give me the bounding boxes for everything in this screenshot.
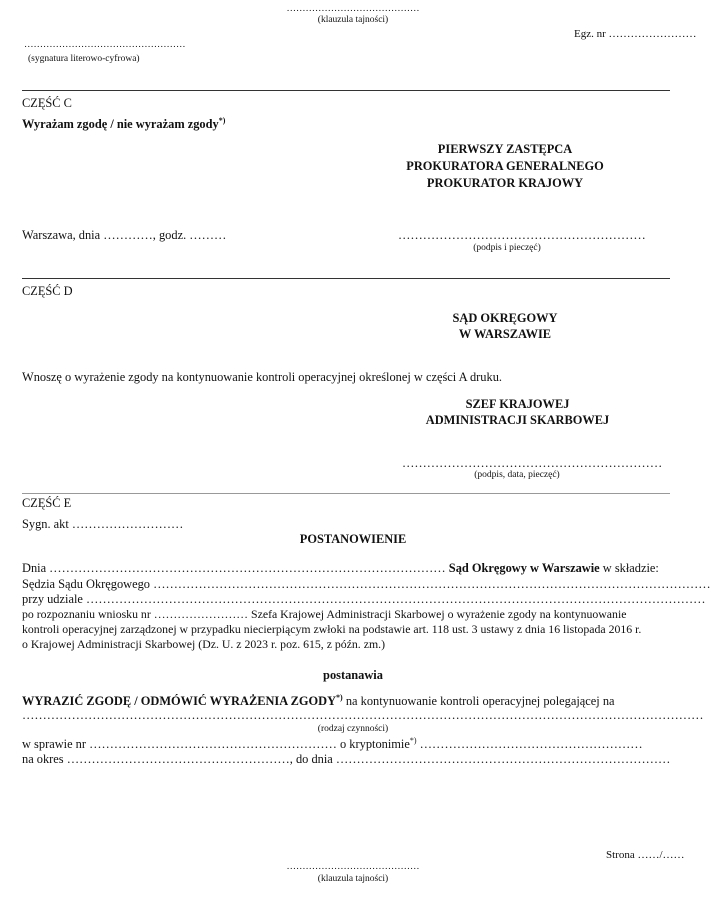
proceedings-line-2: kontroli operacyjnej zarządzonej w przypadku niecierpiącym zwłoki na podstawie art. 118 ust. 3 ustawy z dnia 16 listopada 2016 r. [22, 622, 642, 636]
signature-label-d: (podpis, data, pieczęć) [474, 470, 560, 480]
case-line [22, 736, 670, 752]
copy-number: Egz. nr …………………… [574, 28, 697, 40]
proceedings-line-1: po rozpoznaniu wniosku nr …………………… Szefa Krajowej Administracji Skarbowej o wyrażenie zgody na kontynuowanie [22, 607, 627, 621]
decision-footnote-mark: *) [336, 693, 343, 702]
judge-line: Sędzia Sądu Okręgowego ……………………………………………………………………………………………………………………… [22, 577, 711, 591]
addressee-line-3: PROKURATOR KRAJOWY [426, 176, 584, 190]
klauzula-label-bottom: (klauzula tajności) [317, 874, 389, 884]
part-e-title: CZĘŚĆ E [22, 496, 72, 510]
codename-footnote-mark: *) [409, 736, 417, 745]
date-dots: Dnia …………………………………………………………………………………… [22, 561, 446, 575]
signature-dots-c: …………………………………………………… [398, 228, 646, 242]
part-c-title: CZĘŚĆ C [22, 96, 72, 110]
request-text: Wnoszę o wyrażenie zgody na kontynuowanie kontroli operacyjnej określonej w części A druku. [22, 370, 502, 384]
consent-text: Wyrażam zgodę / nie wyrażam zgody [22, 117, 219, 132]
postanawia-heading: postanawia [323, 668, 383, 682]
activity-label: (rodzaj czynności) [317, 724, 389, 734]
court-name: Sąd Okręgowy w Warszawie [448, 561, 600, 575]
consent-footnote-mark: *) [218, 116, 226, 125]
consent-statement [22, 116, 225, 132]
head-line-2: ADMINISTRACJI SKARBOWEJ [425, 413, 610, 427]
court-line-1: SĄD OKRĘGOWY [452, 311, 558, 325]
head-line-1: SZEF KRAJOWEJ [465, 397, 570, 411]
case-number-text: w sprawie nr …………………………………………………… o kryptonimie [22, 737, 410, 752]
addressee-line-1: PIERWSZY ZASTĘPCA [437, 142, 573, 156]
signature-dots-d: ……………………………………………………… [402, 456, 663, 470]
participation-line: przy udziale …………………………………………………………………………………………………………………………………… [22, 592, 706, 606]
divider [22, 493, 670, 494]
decision-choice: WYRAZIĆ ZGODĘ / ODMÓWIĆ WYRAŻENIA ZGODY [22, 694, 337, 709]
place-date-line: Warszawa, dnia …………, godz. ……… [22, 228, 227, 242]
klauzula-dots-top: …………………………………… [286, 4, 420, 14]
case-signature: Sygn. akt ……………………… [22, 517, 184, 531]
divider [22, 278, 670, 279]
klauzula-dots-bottom: …………………………………… [286, 862, 420, 872]
decision-heading: POSTANOWIENIE [299, 532, 407, 546]
court-line-2: W WARSZAWIE [458, 327, 552, 341]
signature-label-c: (podpis i pieczęć) [473, 243, 541, 253]
sygnatura-label: (sygnatura literowo-cyfrowa) [28, 54, 140, 64]
decision-rest: na kontynuowanie kontroli operacyjnej polegającej na [345, 694, 615, 709]
klauzula-label-top: (klauzula tajności) [317, 15, 389, 25]
decision-line [22, 693, 670, 709]
period-line: na okres ………………………………………………, do dnia ……………………………………………………………………… [22, 752, 671, 766]
sygnatura-dots: …………………………………………… [24, 40, 186, 50]
page-number: Strona ……/…… [606, 849, 685, 861]
composition-label: w składzie: [602, 561, 659, 575]
part-d-title: CZĘŚĆ D [22, 284, 73, 298]
proceedings-line-3: o Krajowej Administracji Skarbowej (Dz. U. z 2023 r. poz. 615, z późn. zm.) [22, 637, 385, 651]
addressee-line-2: PROKURATORA GENERALNEGO [406, 159, 604, 173]
codename-dots: ……………………………………………… [419, 737, 643, 752]
activity-dots: ………………………………………………………………………………………………………………………………………………… [22, 708, 704, 722]
divider [22, 90, 670, 91]
court-date-line [22, 561, 670, 576]
